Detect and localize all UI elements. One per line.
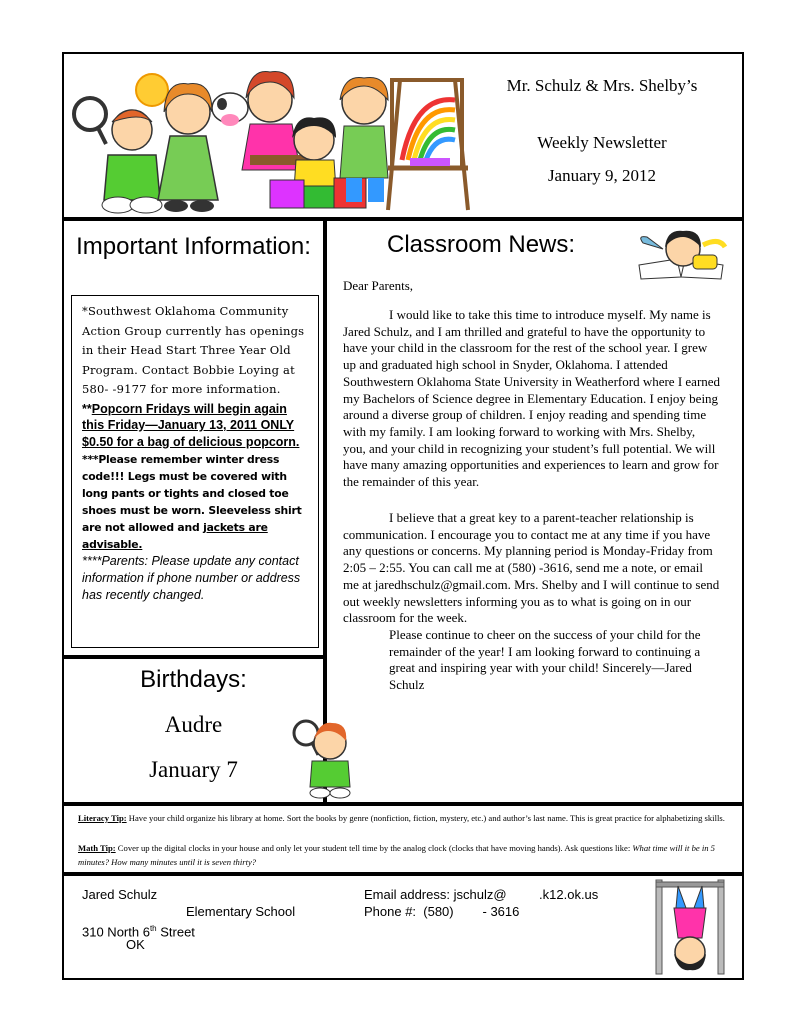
newsletter-title: Weekly Newsletter bbox=[537, 133, 667, 152]
easel-icon bbox=[388, 80, 468, 210]
footer-street-suffix: th bbox=[149, 924, 157, 933]
info-heading: Important Information: bbox=[76, 233, 311, 260]
footer-email: Email address: jschulz@ .k12.ok.us bbox=[364, 887, 599, 902]
info-list bbox=[71, 295, 319, 648]
important-info-section bbox=[62, 219, 325, 657]
header-section bbox=[62, 52, 744, 219]
birthdays-section bbox=[62, 657, 325, 804]
footer-section bbox=[62, 874, 744, 980]
footer-phone: Phone #: (580) - 3616 bbox=[364, 904, 520, 919]
info-item-dress-code-text: ***Please remember winter dress code!!! Legs must be covered with long pants or tights and closed toe shoes must be worn. Sleeveless shirt are not allowed and bbox=[82, 453, 302, 534]
footer-street-name: Street bbox=[156, 924, 195, 940]
news-paragraph-closing: Please continue to cheer on the success of your child for the remainder of the year! I am looking forward to continuing a great and inspiring year with your child! Sincerely—Jared Schulz bbox=[389, 627, 701, 693]
reading-girl-icon bbox=[633, 225, 729, 283]
footer-name: Jared Schulz bbox=[82, 887, 158, 902]
math-tip-questions: What time will it be in 5 minutes? How many minutes until it is seven thirty? bbox=[78, 843, 715, 867]
magnifier-boy-icon bbox=[290, 713, 356, 803]
info-item-dress-code-link: jackets are advisable. bbox=[82, 521, 268, 551]
tips-section bbox=[62, 804, 744, 874]
math-tip bbox=[78, 841, 728, 869]
footer-street-number: 310 North 6 bbox=[82, 924, 150, 940]
cow-puppet-icon bbox=[212, 93, 248, 126]
news-salutation: Dear Parents, bbox=[343, 278, 414, 293]
math-tip-label: Math Tip: bbox=[78, 843, 116, 853]
info-item-popcorn-text: Popcorn Fridays will begin again this Friday—January 13, 2011 ONLY $0.50 for a bag of delicious popcorn. bbox=[82, 401, 300, 449]
info-item-popcorn bbox=[82, 401, 310, 451]
birthday-name: Audre bbox=[164, 712, 223, 737]
hanging-girl-icon bbox=[652, 878, 728, 976]
birthday-date: January 7 bbox=[149, 757, 238, 782]
newsletter-date: January 9, 2012 bbox=[547, 166, 657, 185]
news-paragraph-intro: I would like to take this time to introduce myself. My name is Jared Schulz, and I am thrilled and grateful to have the opportunity to have your child in the classroom for the rest of the school year. I grew up and graduated high school in Snyder, Oklahoma. I attended Southwestern Oklahoma State University in Weatherford where I earned my Bachelors of Science degree in Elementary Education. I enjoy being around a diverse group of children. I enjoy reading and spending time with my family. I am looking forward to working with Mrs. Shelby, you, and your child in recognizing your student’s full potential. We will have many amazing opportunities and experiences to learn and grow for the remainder of this year. bbox=[343, 307, 721, 490]
kids-clipart-icon bbox=[70, 60, 472, 215]
news-paragraph-communication: I believe that a great key to a parent-teacher relationship is communication. I encourage you to contact me at any time if you have any questions or concerns. My planning period is Monday-Friday from 2:05 – 2:55. You can call me at (580) -3616, send me a note, or email me at jaredhschulz@gmail.com. Mrs. Shelby and I will continue to send out weekly newsletters informing you as to what is going on in our classroom for the week. bbox=[343, 510, 720, 626]
footer-school: Elementary School bbox=[186, 904, 296, 919]
girl-icon bbox=[158, 84, 218, 212]
math-tip-text: Cover up the digital clocks in your house and only let your student tell time by the analog clock (clocks that have moving hands). Ask questions like: bbox=[115, 843, 633, 853]
literacy-tip-label: Literacy Tip: bbox=[78, 813, 127, 823]
literacy-tip-text: Have your child organize his library at home. Sort the books by genre (nonfiction, fiction, mystery, etc.) and author’s last name. This is great practice for alphabetizing skills. bbox=[126, 813, 725, 823]
news-heading: Classroom News: bbox=[387, 231, 576, 258]
teachers-title: Mr. Schulz & Mrs. Shelby’s bbox=[506, 76, 698, 95]
info-item-head-start: *Southwest Oklahoma Community Action Group currently has openings in their Head Start Three Year Old Program. Contact Bobbie Loying at 580- -9177 for more information. bbox=[82, 304, 305, 396]
info-item-contact: ****Parents: Please update any contact information if phone number or address has recently changed. bbox=[82, 554, 301, 602]
classroom-news-section bbox=[325, 219, 744, 804]
birthdays-heading: Birthdays: bbox=[140, 666, 247, 693]
info-item-popcorn-prefix: ** bbox=[82, 401, 92, 416]
info-item-dress-code bbox=[82, 451, 310, 553]
literacy-tip bbox=[78, 811, 728, 825]
footer-city: OK bbox=[126, 937, 145, 952]
kid-magnifier-icon bbox=[74, 98, 162, 213]
